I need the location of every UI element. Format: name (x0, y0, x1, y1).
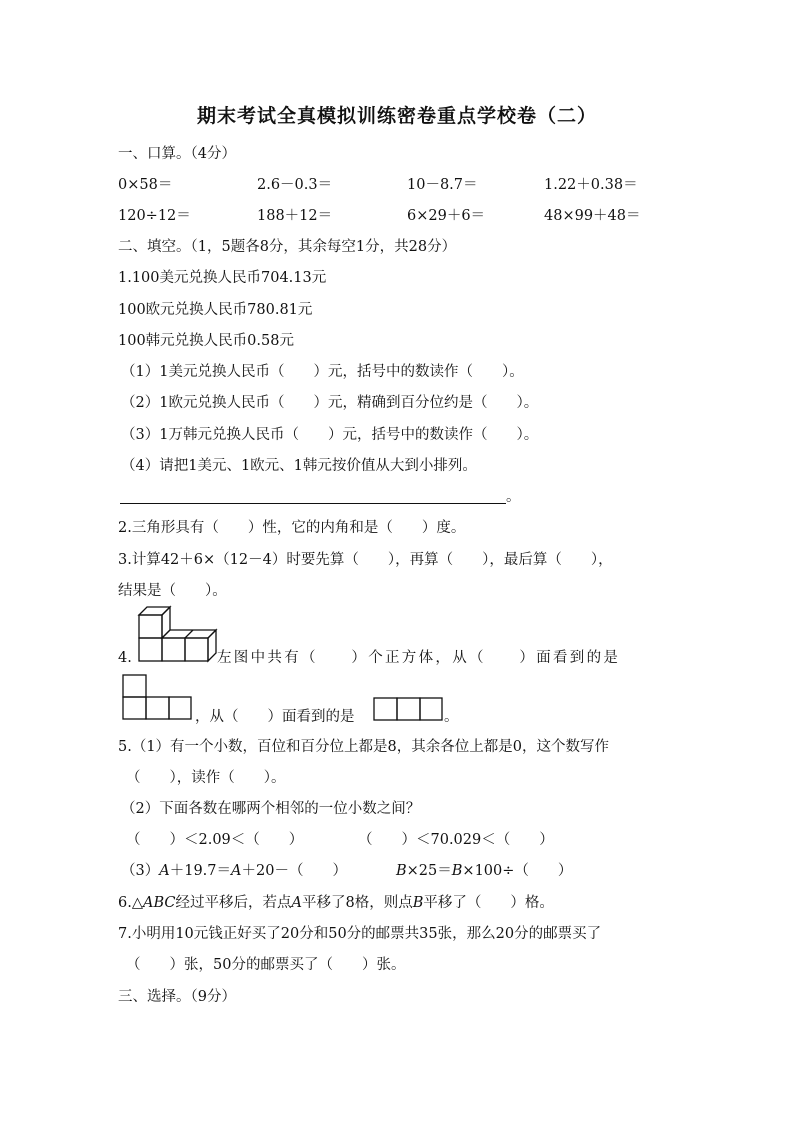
q1-line-2: 100欧元兑换人民币780.81元 (118, 302, 313, 318)
q4-text-b: ，从（ ）面看到的是 (195, 709, 355, 725)
q2: 2.三角形具有（ ）性，它的内角和是（ ）度。 (118, 520, 466, 536)
q4-text-a: 左图中共有（ ）个正方体，从（ ）面看到的是 (217, 650, 621, 666)
oral-calc-item: 6×29＋6＝ (407, 208, 486, 224)
q6: 6.△ABC经过平移后，若点A平移了8格，则点B平移了（ ）格。 (118, 895, 554, 911)
q1-line-1: 1.100美元兑换人民币704.13元 (118, 270, 327, 286)
q5-line-3: （2）下面各数在哪两个相邻的一位小数之间？ (121, 801, 421, 817)
q7-line-1: 7.小明用10元钱正好买了20分和50分的邮票共35张，那么20分的邮票买了 (118, 926, 602, 942)
oral-calc-item: 0×58＝ (118, 177, 173, 193)
oral-calc-item: 48×99＋48＝ (544, 208, 641, 224)
cube-stack-figure (136, 603, 216, 663)
q5-line-2: （ ），读作（ ）。 (126, 770, 286, 786)
oral-calc-item: 2.6－0.3＝ (257, 177, 333, 193)
q5-line-1: 5.（1）有一个小数，百位和百分位上都是8，其余各位上都是0，这个数写作 (118, 739, 610, 755)
oral-calc-item: 10－8.7＝ (407, 177, 478, 193)
q1-sub-4: （4）请把1美元、1欧元、1韩元按价值从大到小排列。 (121, 458, 477, 474)
oral-calc-item: 120÷12＝ (118, 208, 191, 224)
q7-line-2: （ ）张，50分的邮票买了（ ）张。 (126, 957, 406, 973)
q5-line-4b: （ ）＜70.029＜（ ） (358, 832, 554, 848)
q3-line-2: 结果是（ ）。 (118, 583, 227, 599)
q4-number: 4. (118, 650, 132, 666)
section-1-heading: 一、口算。（4分） (118, 146, 236, 162)
q5-line-5b: B×25＝B×100÷（ ） (396, 863, 573, 879)
answer-line (120, 503, 506, 504)
q1-sub-1: （1）1美元兑换人民币（ ）元，括号中的数读作（ ）。 (121, 364, 524, 380)
section-3-heading: 三、选择。（9分） (118, 989, 236, 1005)
q1-sub-2: （2）1欧元兑换人民币（ ）元，精确到百分位约是（ ）。 (121, 395, 539, 411)
oral-calc-item: 188＋12＝ (257, 208, 333, 224)
answer-line-end: 。 (506, 489, 521, 505)
page-title: 期末考试全真模拟训练密卷重点学校卷（二） (196, 105, 597, 127)
section-2-heading: 二、填空。（1，5题各8分，其余每空1分，共28分） (118, 239, 457, 255)
view-l-shape-figure (121, 673, 193, 721)
view-row-figure (372, 696, 444, 722)
q5-line-5a: （3）A＋19.7＝A＋20－（ ） (121, 863, 347, 879)
q1-line-3: 100韩元兑换人民币0.58元 (118, 333, 294, 349)
q1-sub-3: （3）1万韩元兑换人民币（ ）元，括号中的数读作（ ）。 (121, 427, 539, 443)
q4-end: 。 (444, 709, 459, 725)
q5-line-4a: （ ）＜2.09＜（ ） (126, 832, 304, 848)
q3-line-1: 3.计算42＋6×（12－4）时要先算（ ），再算（ ），最后算（ ）， (118, 552, 613, 568)
oral-calc-item: 1.22＋0.38＝ (544, 177, 638, 193)
